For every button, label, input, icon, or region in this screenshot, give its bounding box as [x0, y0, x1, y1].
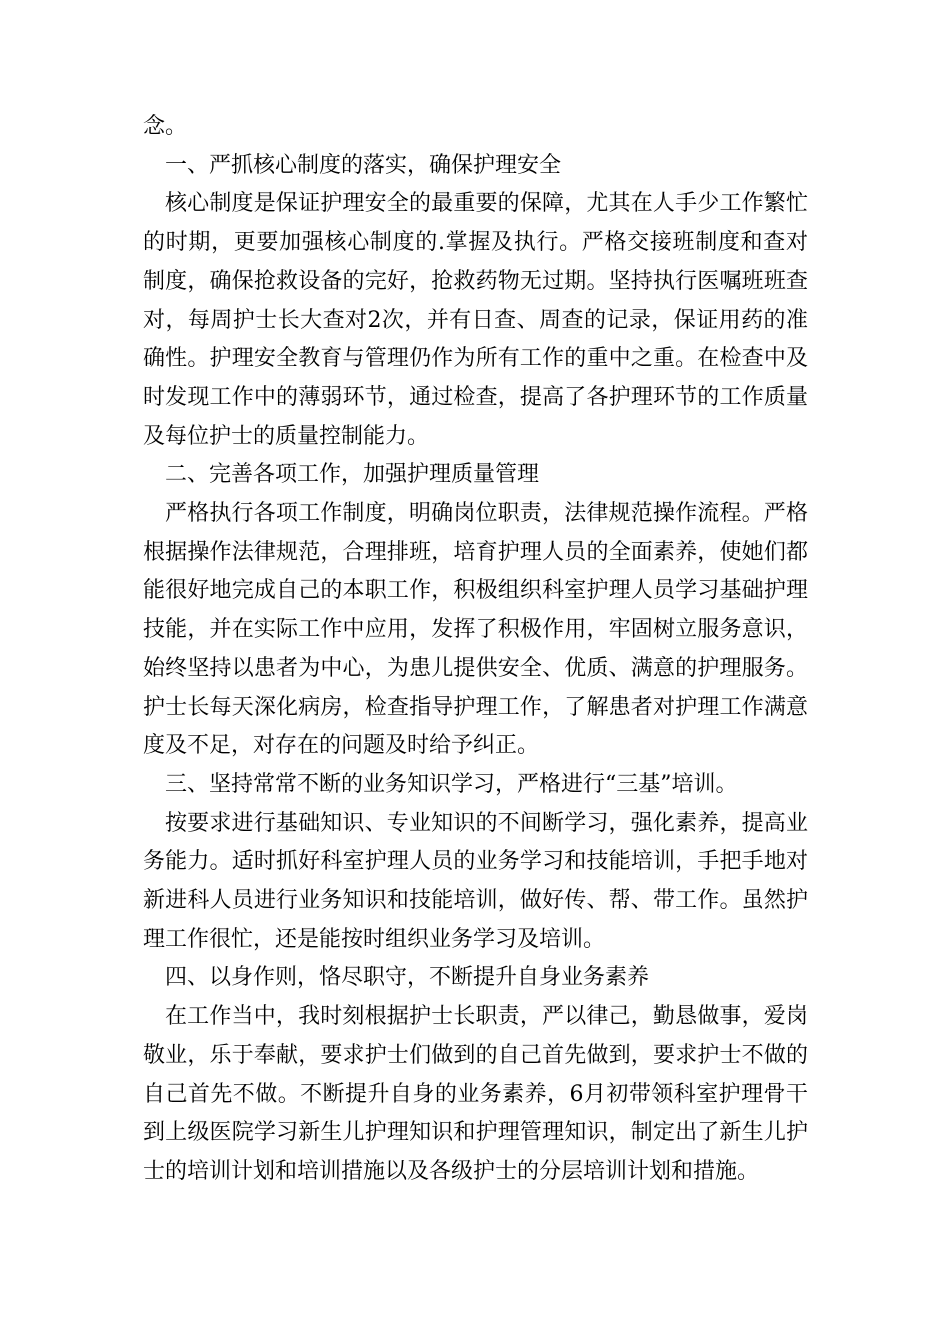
- opening-fragment: 念。: [143, 114, 188, 139]
- section-heading-1: 一、严抓核心制度的落实，确保护理安全: [165, 152, 562, 178]
- section-paragraph-1: 核心制度是保证护理安全的最重要的保障，尤其在人手少工作繁忙的时期，更要加强核心制度的.掌握及执行。严格交接班制度和查对制度，确保抢救设备的完好，抢救药物无过期。坚持执行医嘱班班查对，每周护士长大查对2次，并有日查、周查的记录，保证用药的准确性。护理安全教育与管理仍作为所有工作的重中之重。在检查中及时发现工作中的薄弱环节，通过检查，提高了各护理环节的工作质量及每位护士的质量控制能力。: [143, 191, 808, 449]
- section-heading-4: 四、以身作则，恪尽职守，不断提升自身业务素养: [165, 965, 650, 991]
- section-heading-3: 三、坚持常常不断的业务知识学习，严格进行“三基”培训。: [165, 771, 738, 797]
- section-paragraph-4: 在工作当中，我时刻根据护士长职责，严以律己，勤恳做事，爱岗敬业，乐于奉献，要求护士们做到的自己首先做到，要求护士不做的自己首先不做。不断提升自身的业务素养，6月初带领科室护理骨干到上级医院学习新生儿护理知识和护理管理知识，制定出了新生儿护士的培训计划和培训措施以及各级护士的分层培训计划和措施。: [143, 1004, 808, 1184]
- section-paragraph-2: 严格执行各项工作制度，明确岗位职责，法律规范操作流程。严格根据操作法律规范，合理排班，培育护理人员的全面素养，使她们都能很好地完成自己的本职工作，积极组织科室护理人员学习基础护理技能，并在实际工作中应用，发挥了积极作用，牢固树立服务意识，始终坚持以患者为中心，为患儿提供安全、优质、满意的护理服务。护士长每天深化病房，检查指导护理工作，了解患者对护理工作满意度及不足，对存在的问题及时给予纠正。: [143, 501, 808, 759]
- document-body: [143, 108, 808, 1192]
- section-paragraph-3: 按要求进行基础知识、专业知识的不间断学习，强化素养，提高业务能力。适时抓好科室护理人员的业务学习和技能培训，手把手地对新进科人员进行业务知识和技能培训，做好传、帮、带工作。虽然护理工作很忙，还是能按时组织业务学习及培训。: [143, 810, 808, 952]
- section-heading-2: 二、完善各项工作，加强护理质量管理: [165, 462, 540, 488]
